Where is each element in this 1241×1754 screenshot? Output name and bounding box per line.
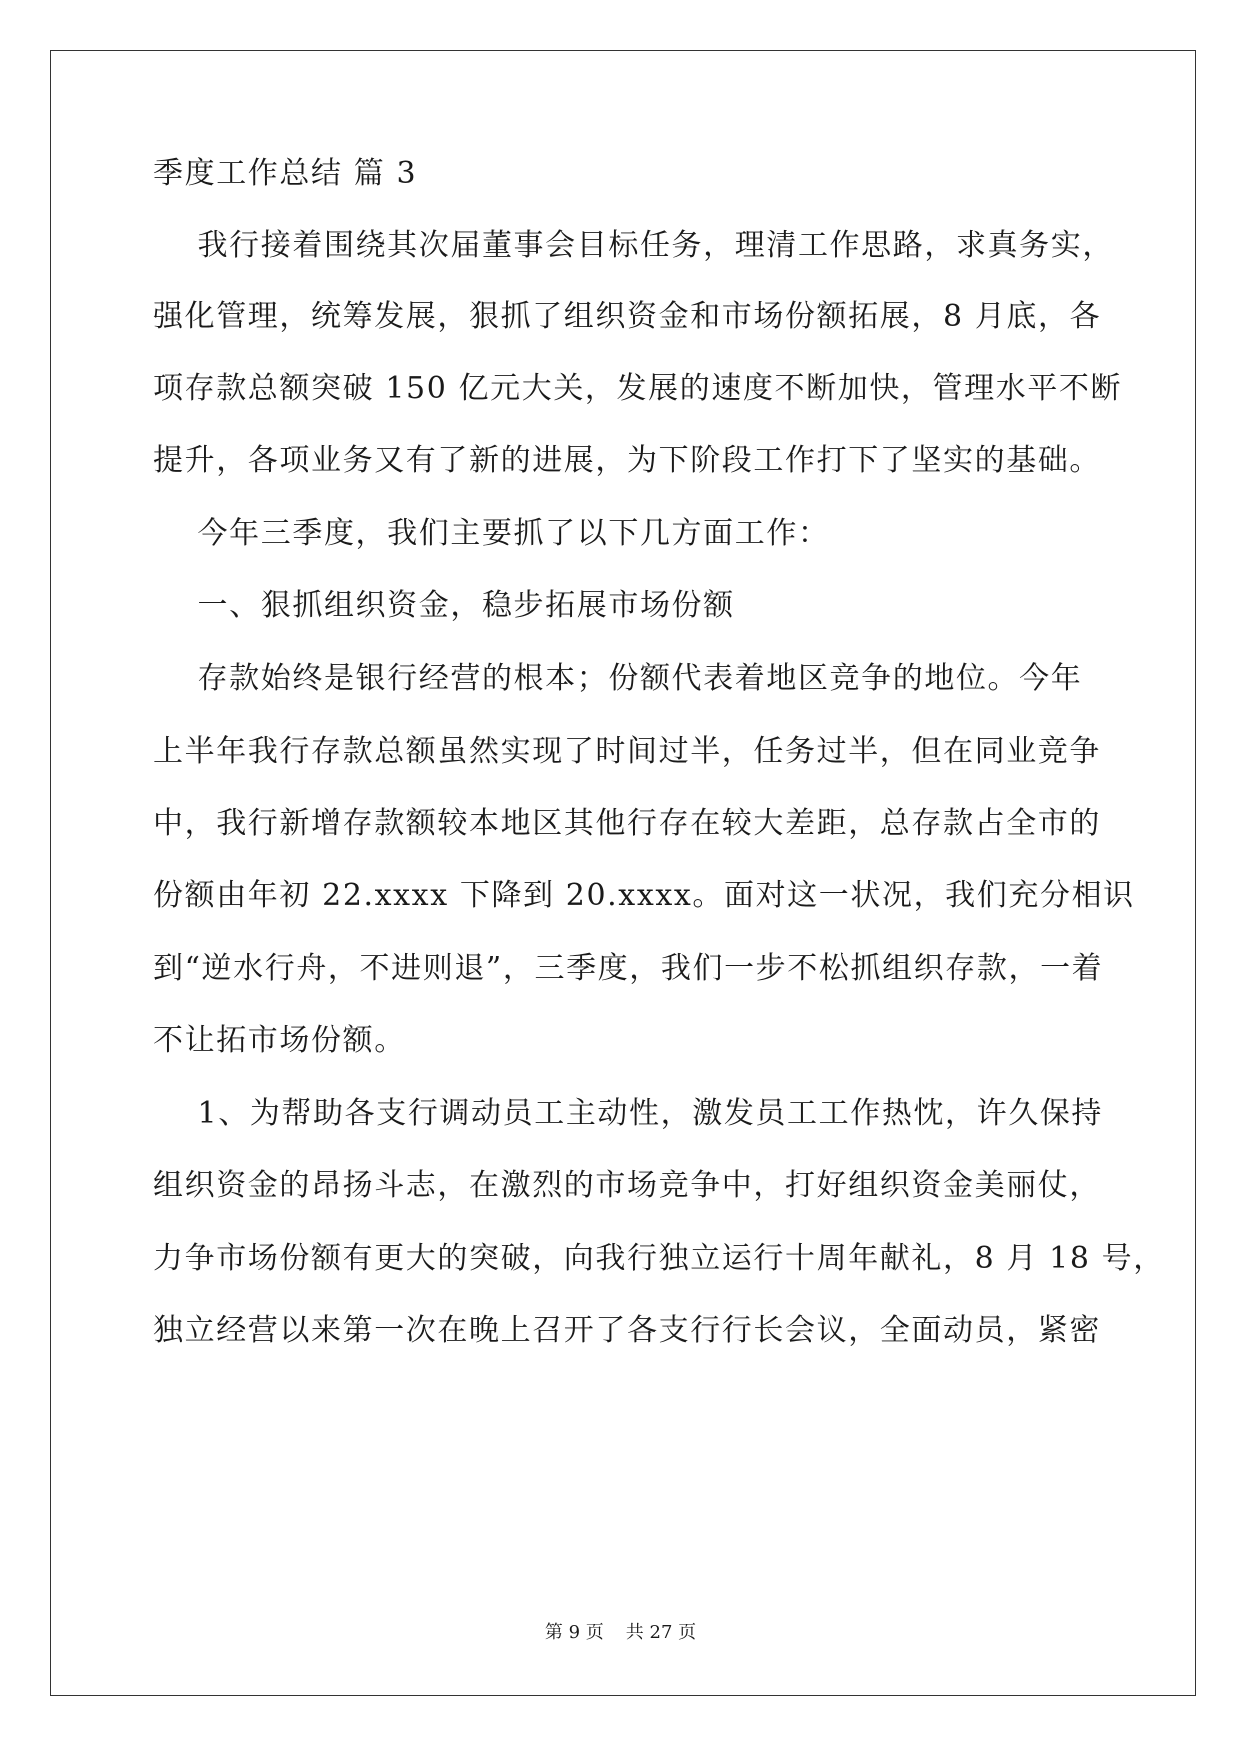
paragraph-line: 到“逆水行舟，不进则退”，三季度，我们一步不松抓组织存款，一着	[153, 951, 1104, 986]
paragraph-line: 提升，各项业务又有了新的进展，为下阶段工作打下了坚实的基础。	[153, 443, 1101, 478]
paragraph-line: 今年三季度，我们主要抓了以下几方面工作：	[153, 516, 830, 551]
paragraph-line: 份额由年初 22.xxxx 下降到 20.xxxx。面对这一状况，我们充分相识	[153, 878, 1135, 913]
paragraph-line: 项存款总额突破 150 亿元大关，发展的速度不断加快，管理水平不断	[153, 371, 1123, 406]
paragraph-line: 不让拓市场份额。	[153, 1023, 406, 1058]
paragraph-line: 上半年我行存款总额虽然实现了时间过半，任务过半，但在同业竞争	[153, 734, 1101, 769]
paragraph-line: 存款始终是银行经营的根本；份额代表着地区竞争的地位。今年	[153, 661, 1083, 696]
paragraph-line: 1、为帮助各支行调动员工主动性，激发员工工作热忱，许久保持	[153, 1096, 1104, 1131]
paragraph-line: 组织资金的昂扬斗志，在激烈的市场竞争中，打好组织资金美丽仗，	[153, 1168, 1101, 1203]
paragraph-line: 我行接着围绕其次届董事会目标任务，理清工作思路，求真务实，	[153, 228, 1114, 263]
page-total: 共 27 页	[625, 1622, 697, 1643]
paragraph-line: 中，我行新增存款额较本地区其他行存在较大差距，总存款占全市的	[153, 806, 1101, 841]
paragraph-line: 力争市场份额有更大的突破，向我行独立运行十周年献礼，8 月 18 号，	[153, 1241, 1165, 1276]
document-heading: 季度工作总结 篇 3	[153, 156, 418, 191]
page-number: 第 9 页	[544, 1622, 604, 1643]
page-footer	[0, 1621, 1241, 1645]
paragraph-line: 独立经营以来第一次在晚上召开了各支行行长会议，全面动员，紧密	[153, 1313, 1101, 1348]
paragraph-line: 强化管理，统筹发展，狠抓了组织资金和市场份额拓展，8 月底，各	[153, 299, 1102, 334]
section-heading: 一、狠抓组织资金，稳步拓展市场份额	[153, 588, 735, 623]
